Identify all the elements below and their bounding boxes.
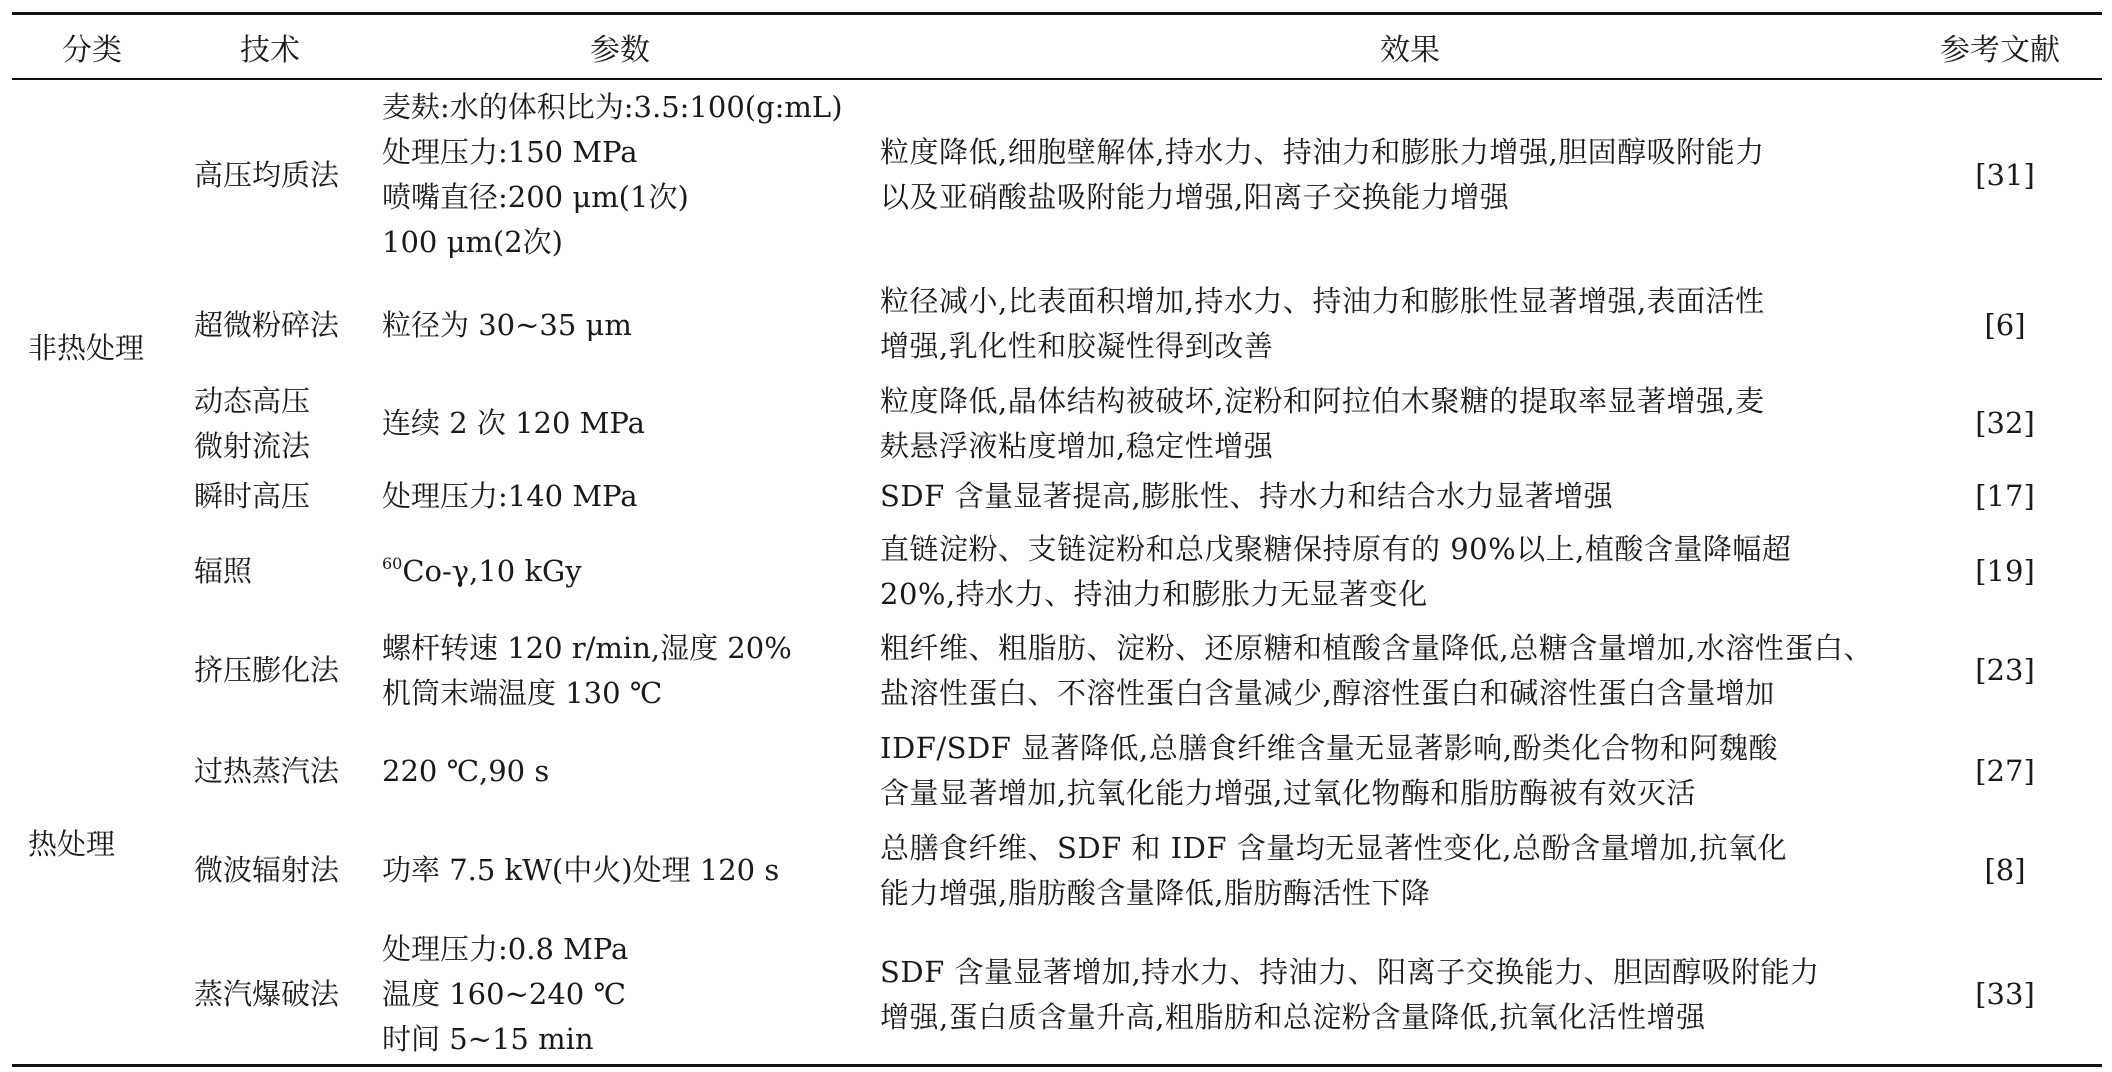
effect-line: IDF/SDF 显著降低,总膳食纤维含量无显著影响,酚类化合物和阿魏酸: [880, 731, 1778, 765]
header-reference: 参考文献: [1940, 33, 2060, 68]
parameters-cell: [382, 549, 582, 594]
parameters-cell: [382, 303, 632, 348]
technique-cell: [194, 549, 252, 594]
reference-cell: [19]: [1975, 554, 2035, 588]
effect-line: 直链淀粉、支链淀粉和总戊聚糖保持原有的 90%以上,植酸含量降幅超: [880, 532, 1792, 566]
technique-text: 高压均质法: [194, 158, 340, 192]
parameter-line: 麦麸:水的体积比为:3.5:100(g:mL): [382, 90, 843, 124]
parameter-line: [382, 549, 582, 594]
effect-line: 粒度降低,晶体结构被破坏,淀粉和阿拉伯木聚糖的提取率显著增强,麦: [880, 384, 1765, 418]
parameter-line: 温度 160~240 ℃: [382, 977, 626, 1011]
effect-cell: [880, 474, 1613, 519]
effect-line: 粒径减小,比表面积增加,持水力、持油力和膨胀性显著增强,表面活性: [880, 284, 1765, 318]
technique-text: 超微粉碎法: [194, 308, 340, 342]
parameter-line: 喷嘴直径:200 μm(1次): [382, 180, 689, 214]
effect-line: 粗纤维、粗脂肪、淀粉、还原糖和植酸含量降低,总糖含量增加,水溶性蛋白、: [880, 631, 1873, 665]
reference-cell: [33]: [1975, 977, 2035, 1011]
reference-cell: [32]: [1975, 406, 2035, 440]
effect-cell: [880, 626, 1873, 716]
reference-cell: [23]: [1975, 653, 2035, 687]
parameters-cell: [382, 626, 792, 716]
header-category: 分类: [62, 33, 122, 68]
effect-cell: [880, 279, 1765, 369]
effect-cell: [880, 379, 1765, 469]
technique-text: 瞬时高压: [194, 479, 311, 513]
technique-cell: [194, 972, 339, 1017]
header-technique: 技术: [240, 33, 300, 68]
effect-line: 增强,蛋白质含量升高,粗脂肪和总淀粉含量降低,抗氧化活性增强: [880, 1000, 1706, 1034]
reference-cell: [31]: [1975, 158, 2035, 192]
technique-cell: [194, 379, 310, 469]
effect-line: 20%,持水力、持油力和膨胀力无显著变化: [880, 577, 1428, 611]
header-parameters: 参数: [590, 33, 650, 68]
parameters-cell: [382, 927, 628, 1062]
effect-line: SDF 含量显著提高,膨胀性、持水力和结合水力显著增强: [880, 479, 1614, 513]
technique-text: 微波辐射法: [194, 853, 340, 887]
parameters-cell: [382, 401, 645, 446]
reference-cell: [27]: [1975, 754, 2035, 788]
parameter-line: 处理压力:0.8 MPa: [382, 932, 629, 966]
technique-text: 动态高压: [194, 384, 311, 418]
technique-cell: [194, 153, 339, 198]
effect-cell: [880, 826, 1787, 916]
parameter-text: Co-γ,10 kGy: [402, 554, 582, 588]
header-effect: 效果: [1380, 33, 1440, 68]
isotope-superscript: 60: [382, 554, 403, 573]
parameter-line: 100 μm(2次): [382, 225, 563, 259]
parameter-line: 220 ℃,90 s: [382, 754, 550, 788]
category-non-thermal: 非热处理: [28, 331, 145, 365]
parameters-cell: [382, 474, 638, 519]
parameter-line: 机筒末端温度 130 ℃: [382, 676, 663, 710]
parameter-line: 功率 7.5 kW(中火)处理 120 s: [382, 853, 780, 887]
parameter-line: 处理压力:140 MPa: [382, 479, 638, 513]
effect-cell: [880, 130, 1765, 220]
parameters-cell: [382, 848, 779, 893]
technique-text: 辐照: [194, 554, 253, 588]
technique-cell: [194, 648, 339, 693]
parameters-cell: [382, 749, 549, 794]
effect-line: 增强,乳化性和胶凝性得到改善: [880, 329, 1274, 363]
effect-cell: [880, 527, 1791, 617]
effect-line: 含量显著增加,抗氧化能力增强,过氧化物酶和脂肪酶被有效灭活: [880, 776, 1696, 810]
effect-line: 麸悬浮液粘度增加,稳定性增强: [880, 429, 1274, 463]
reference-cell: [6]: [1984, 308, 2026, 342]
technique-text: 挤压膨化法: [194, 653, 340, 687]
effect-line: SDF 含量显著增加,持水力、持油力、阳离子交换能力、胆固醇吸附能力: [880, 955, 1820, 989]
header-rule: [12, 78, 2102, 80]
reference-cell: [8]: [1984, 853, 2026, 887]
effect-line: 总膳食纤维、SDF 和 IDF 含量均无显著性变化,总酚含量增加,抗氧化: [880, 831, 1788, 865]
effect-line: 能力增强,脂肪酸含量降低,脂肪酶活性下降: [880, 876, 1431, 910]
technique-cell: [194, 474, 310, 519]
technique-cell: [194, 303, 339, 348]
effect-cell: [880, 950, 1820, 1040]
effect-line: 以及亚硝酸盐吸附能力增强,阳离子交换能力增强: [880, 180, 1510, 214]
technique-text: 微射流法: [194, 429, 311, 463]
category-thermal: 热处理: [28, 827, 116, 861]
parameter-line: 螺杆转速 120 r/min,湿度 20%: [382, 631, 792, 665]
effect-line: 盐溶性蛋白、不溶性蛋白含量减少,醇溶性蛋白和碱溶性蛋白含量增加: [880, 676, 1775, 710]
technique-text: 蒸汽爆破法: [194, 977, 340, 1011]
parameter-line: 粒径为 30~35 μm: [382, 308, 632, 342]
effect-line: 粒度降低,细胞壁解体,持水力、持油力和膨胀力增强,胆固醇吸附能力: [880, 135, 1765, 169]
parameters-cell: [382, 85, 843, 265]
parameter-line: 处理压力:150 MPa: [382, 135, 638, 169]
top-rule: [12, 12, 2102, 15]
parameter-line: 时间 5~15 min: [382, 1022, 594, 1056]
parameter-line: 连续 2 次 120 MPa: [382, 406, 645, 440]
effect-cell: [880, 726, 1778, 816]
technique-text: 过热蒸汽法: [194, 754, 340, 788]
bottom-rule: [12, 1064, 2102, 1067]
technique-cell: [194, 848, 339, 893]
reference-cell: [17]: [1975, 479, 2035, 513]
technique-cell: [194, 749, 339, 794]
